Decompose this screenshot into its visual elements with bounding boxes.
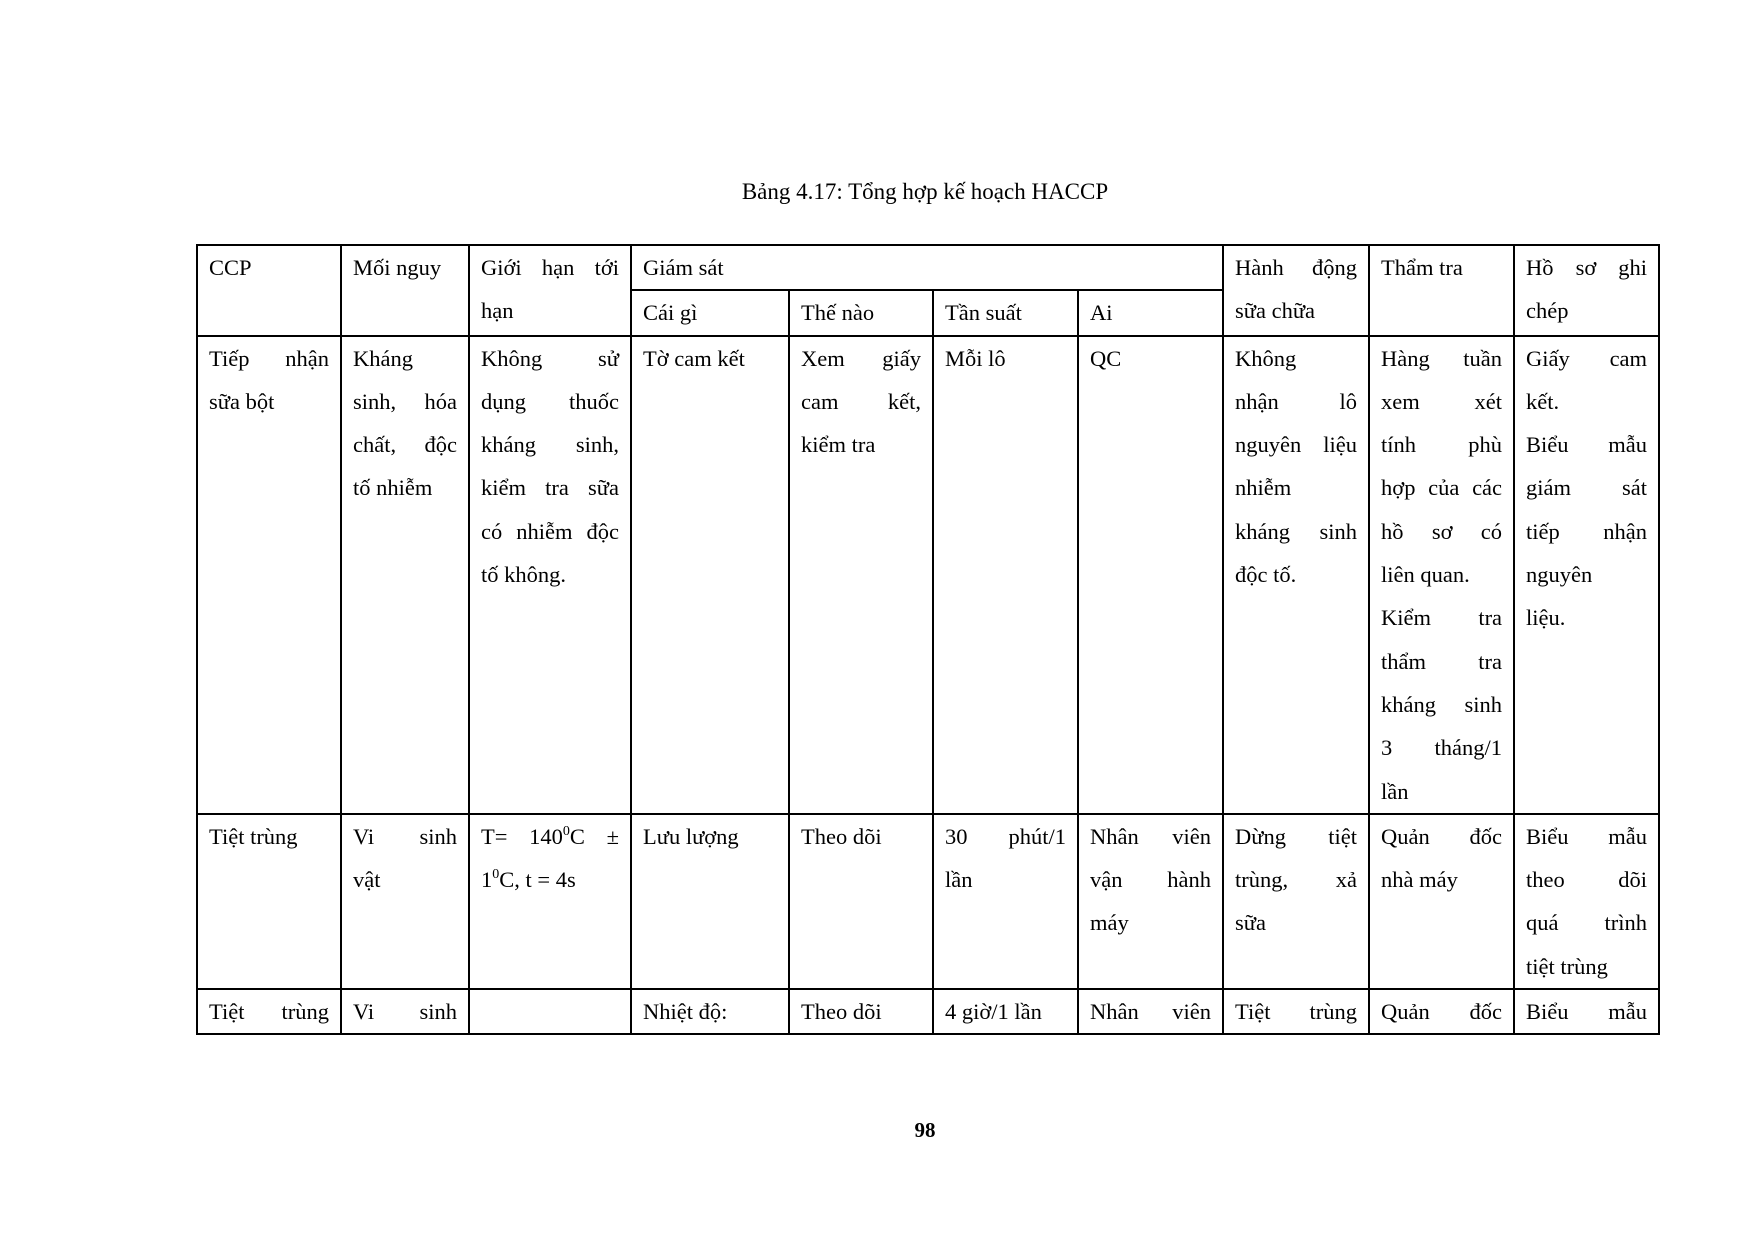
- cell-hazard: Kháng sinh, hóa chất, độc tố nhiễm: [341, 336, 469, 814]
- critical-limit-temperature: $T= 140^0C$ ±: [481, 823, 620, 849]
- cell-corrective-action: Tiệt trùng: [1223, 989, 1369, 1034]
- cell-what: Nhiệt độ:: [631, 989, 789, 1034]
- header-verification: Thẩm tra: [1369, 245, 1514, 336]
- cell-records: Giấy cam kết. Biểu mẫu giám sát tiếp nhận nguyên liệu.: [1514, 336, 1659, 814]
- header-how: Thế nào: [789, 290, 933, 335]
- cell-how: Xem giấy cam kết, kiểm tra: [789, 336, 933, 814]
- cell-verification: Quản đốc: [1369, 989, 1514, 1034]
- header-critical-limit: Giới hạn tới hạn: [469, 245, 631, 336]
- header-records: Hồ sơ ghi chép: [1514, 245, 1659, 336]
- cell-ccp: Tiệt trùng: [197, 814, 341, 989]
- cell-frequency: 30 phút/1 lần: [933, 814, 1078, 989]
- cell-what: Lưu lượng: [631, 814, 789, 989]
- haccp-plan-table: [196, 244, 1660, 1035]
- cell-how: Theo dõi: [789, 814, 933, 989]
- header-monitoring: Giám sát: [631, 245, 1223, 290]
- cell-critical-limit: [469, 989, 631, 1034]
- cell-records: Biểu mẫu theo dõi quá trình tiệt trùng: [1514, 814, 1659, 989]
- cell-hazard: Vi sinh: [341, 989, 469, 1034]
- header-what: Cái gì: [631, 290, 789, 335]
- cell-how: Theo dõi: [789, 989, 933, 1034]
- cell-hazard: Vi sinh vật: [341, 814, 469, 989]
- table-row: [197, 989, 1659, 1034]
- header-ccp: CCP: [197, 245, 341, 336]
- critical-limit-time: $1^0C$, t = 4s: [481, 867, 576, 893]
- cell-frequency: 4 giờ/1 lần: [933, 989, 1078, 1034]
- cell-corrective-action: Dừng tiệt trùng, xả sữa: [1223, 814, 1369, 989]
- header-who: Ai: [1078, 290, 1223, 335]
- cell-verification: Quản đốc nhà máy: [1369, 814, 1514, 989]
- header-row-1: [197, 245, 1659, 290]
- table-caption: Bảng 4.17: Tổng hợp kế hoạch HACCP: [741, 179, 1109, 204]
- table-row: [197, 814, 1659, 989]
- header-frequency: Tần suất: [933, 290, 1078, 335]
- cell-who: Nhân viên vận hành máy: [1078, 814, 1223, 989]
- cell-critical-limit: [469, 814, 631, 989]
- cell-verification: Hàng tuần xem xét tính phù hợp của các hồ sơ có liên quan. Kiểm tra thẩm tra kháng sinh 3 tháng/1 lần: [1369, 336, 1514, 814]
- header-corrective-action: Hành động sữa chữa: [1223, 245, 1369, 336]
- cell-what: Tờ cam kết: [631, 336, 789, 814]
- cell-who: QC: [1078, 336, 1223, 814]
- header-hazard: Mối nguy: [341, 245, 469, 336]
- cell-frequency: Mỗi lô: [933, 336, 1078, 814]
- cell-who: Nhân viên: [1078, 989, 1223, 1034]
- table-row: [197, 336, 1659, 814]
- cell-ccp: Tiếp nhận sữa bột: [197, 336, 341, 814]
- cell-critical-limit: Không sử dụng thuốc kháng sinh, kiểm tra sữa có nhiễm độc tố không.: [469, 336, 631, 814]
- cell-records: Biểu mẫu: [1514, 989, 1659, 1034]
- page-number: 98: [914, 1118, 936, 1142]
- cell-ccp: Tiệt trùng: [197, 989, 341, 1034]
- cell-corrective-action: Không nhận lô nguyên liệu nhiễm kháng sinh độc tố.: [1223, 336, 1369, 814]
